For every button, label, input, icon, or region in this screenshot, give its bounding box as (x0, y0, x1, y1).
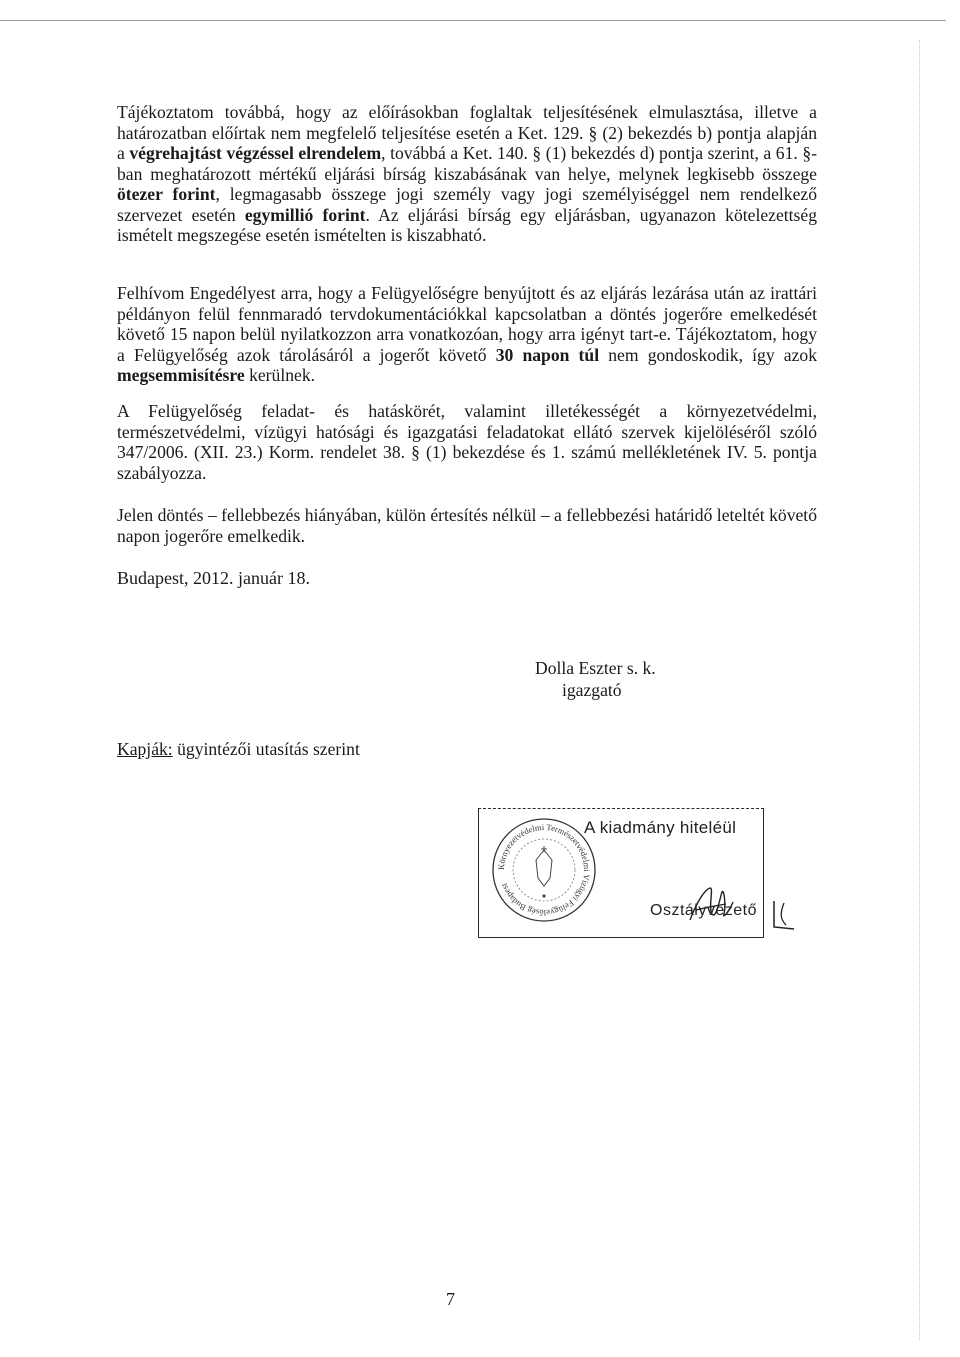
signature-block (535, 657, 656, 701)
page-number: 7 (446, 1289, 455, 1309)
stamp-title: A kiadmány hiteléül (584, 818, 737, 837)
recipients-text: ügyintézői utasítás szerint (172, 739, 360, 759)
right-margin-line (919, 40, 920, 1340)
paragraph-finality: Jelen döntés – fellebbezés hiányában, külön értesítés nélkül – a fellebbezési határidő leteltét követő napon jogerőre emelkedik. (117, 505, 817, 546)
paragraph-documentation: Felhívom Engedélyest arra, hogy a Felügyelőségre benyújtott és az eljárás lezárása után az irattári példányon felül fennmaradó tervdokumentációkkal kapcsolatban a döntés jogerőre emelkedését követő 15 napon belül nyilatkozzon arra vonatkozóan, hogy arra igényt tart-e. Tájékoztatom, hogy a Felügyelőség azok tárolásáról a jogerőt követő 30 napon túl nem gondoskodik, így azok megsemmisítésre kerülnek. (117, 283, 818, 385)
handwritten-signature-icon (686, 884, 736, 924)
document-date: Budapest, 2012. január 18. (117, 568, 310, 588)
signer-name: Dolla Eszter s. k. (535, 658, 656, 678)
signer-role: igazgató (562, 680, 622, 700)
paragraph-enforcement: Tájékoztatom továbbá, hogy az előírásokban foglaltak teljesítésének elmulasztása, illetve a határozatban előírtak nem megfelelő teljesítése esetén a Ket. 129. § (2) bekezdés b) pontja alapján a végrehajtást végzéssel elrendelem, továbbá a Ket. 140. § (1) bekezdés d) pontja szerint, a 61. §-ban meghatározott mértékű eljárási bírság kiszabásának van helye, melynek legkisebb összege ötezer forint, legmagasabb összege jogi személy vagy jogi személyiséggel nem rendelkező szervezet esetén egymillió forint. Az eljárási bírság egy eljárásban, ugyanazon kötelezettség ismételt megszegése esetén ismételten is kiszabható. (117, 102, 817, 245)
top-border-line (0, 20, 946, 21)
recipients-line (117, 739, 360, 760)
paragraph-competence: A Felügyelőség feladat- és hatáskörét, valamint illetékességét a környezetvédelmi, természetvédelmi, vízügyi hatósági és igazgatási feladatokat ellátó szervek kijelöléséről szóló 347/2006. (XII. 23.) Korm. rendelet 38. § (1) bekezdése és 1. számú mellékletének IV. 5. pontja szabályozza. (117, 401, 817, 483)
stamp-role: Osztályvezető (650, 902, 757, 919)
seal-text: Környezetvédelmi Természetvédelmi Vízügyi Felügyelőség Budapest (495, 821, 593, 919)
svg-text:Környezetvédelmi Természetvéde (496, 822, 592, 918)
initials-signature-icon (768, 897, 798, 933)
official-seal-icon (490, 816, 598, 924)
recipients-label: Kapják: (117, 739, 173, 759)
